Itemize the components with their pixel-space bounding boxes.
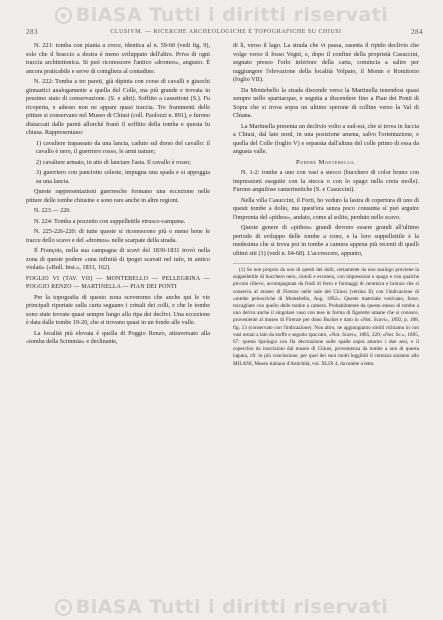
right-page-number: 284 (411, 28, 423, 36)
list-item: 1) cavaliere trapassato da una lancia, caduto sul dorso del cavallo: il cavallo è nero, il guerriero rosso, le armi nature; (36, 139, 210, 155)
right-column (233, 42, 419, 368)
left-column (26, 42, 210, 349)
paragraph: N. 222: Tomba a tre pareti, già dipinta con corse di cavalli e giuochi ginnastici analogamente a quella del Colle, ma più grande e trovata in pessimo stato di conservazione. (S. e altri). Soffitto a cassettoni (S.). Fu ricoperta, e adesso non ne appare quasi traccia. Tre frammenti delle pitture si conservano nel Museo di Chiusi (coll. Paolozzi n. 891), e furono distaccati dalle pareti allorché franò il soffitto della tomba e questa fu chiusa. Rappresentano: (26, 78, 210, 136)
paragraph: N. 224: Tomba a pozzetto con suppellettile etrusco-campana. (34, 217, 186, 225)
paragraph: N. 221: tomba con pianta a croce, identica al n. 59-60 (vedi fig. 9), solo che il braccio a destra è meno sviluppato dell'altro. Priva di ogni traccia architettonica. Si può riconoscere l'antico «dromos», angusto. È ancora praticabile e serve di conigliera al contadino. (26, 42, 210, 75)
paragraph: Da Montebello la strada discende verso la Martinella tenendosi quasi sempre nello spartiacque, e seguita a discendere fino a Pian dei Ponti di Sopra che si trova sopra un ultimo sperone di colline verso la Val di Chiana. (233, 86, 419, 119)
paragraph: Il François, nella sua campagna di scavi del 1830-1831 trovò nella zona di queste podere «una infinità di ipogei scavati nel tufo, in antico violati» («Bull. Inst.», 1831, 162). (26, 247, 210, 271)
list-item: 3) guerriero con panciotto celeste, impugna una spada e si appoggia su una lancia. (36, 169, 210, 185)
paragraph: Per la topografia di questo zona sceveremo che anche qui le vie principali riportate sulla carta seguano i crinali dei colli, e che le tombe sono state trovate quasi sempre lungo alla ripa dei declivi. Una eccezione è data dalle tombe 19-20, che si trovano quasi in un fondo alle valle. (26, 293, 210, 326)
section-heading: FOGLIO VI (TAV. VII) — MONTEBELLO — PELLEGRINA — POGGIO RENZO — MARTINELLA — PIAN DEI PONTI (26, 275, 210, 290)
copyright-icon (55, 599, 72, 616)
paragraph: N. 223 — 220. (34, 207, 71, 214)
paragraph: N. 1-2: tombe a uno con vasi a stecco (bucchero di color bruno con impressioni eseguite con la stecca o con lo spago nella creta molle). Furono anguilose camerinetiche (S. e Casuccini). (233, 169, 419, 193)
paragraph: di lì, verso il lago. La strada che vi passa, rasenta il ripido declivio che volge verso il fosso Vegni, e, dopo il confine della proprietà Casuccini, segnato presso l'orlo inferiore della carta, comincia a salire per raggiungere l'elevazione della località Volpaio, il Monte e Romitorio (foglio VII). (233, 42, 419, 83)
paragraph: La Martinella presenta un declivio volto a sud-est, che si trova in faccia a Chiusi, dal lato nord, in una posizione amena, salvo l'orientazione, e quella del Colle (foglio V) e separata dall'altura del colle primo di essa da angusta valle. (233, 122, 419, 155)
copyright-icon (55, 7, 72, 24)
watermark-bottom (0, 596, 443, 618)
watermark-top (0, 4, 443, 26)
section-title: Podere Montebello. (295, 158, 357, 166)
paragraph: N. 225-226-220: di tutte queste si riconoscono più o meno bene le tracce dello scavo e del «dromos» nelle scarpate della strada. (26, 228, 210, 244)
list-item: 2) cavaliere armato, in atto di lanciare l'asta. Il cavallo è rosso; (36, 158, 191, 166)
watermark-text: BiASA Tutti i diritti riservati (75, 596, 389, 618)
paragraph: Queste rappresentazioni guerresche formano una eccezione nelle pitture delle tombe chiusine e sono rare anche in altre regioni. (26, 188, 210, 204)
footnote (233, 263, 419, 368)
paragraph: Nella villa Casuccini, il Forti, ho veduto la lastra di copertura di uno di questi tombe a dolio, ma quest'era senza poco consunta sì può arguire l'impronta del «pithos», andato, come al solito, perduto nello scavo. (233, 196, 419, 221)
left-page-number: 283 (26, 28, 38, 36)
paragraph: La località più elevata è quella di Poggio Renzo, attraversato alla «tomba della Scimmia» e declinante, (26, 329, 210, 345)
running-head: CLUSIVM. — RICERCHE ARCHEOLOGICHE E TOPOGRAFICHE SU CHIUSI (110, 29, 342, 35)
footnote-text: (1) Se non proprio da uno di questi dei dolii, certamente da uno analogo proviene la suppellettile di bucchero nero, ciotoli e eccetera, con impressioni e spago e con qualche piccolo rilievo, accompagnata da frodi di ferro e formaggi di ceramica e bronzo che si conserva al museo di Firenze nelle sale del Chiusi (vetrina II) con l'indicazione di «tombe peloscriche di Montebello, Aug. 1892». Queste materiale venivano, forse, travagliate con quello delle tombe a camera. Probabilmente da questo stesso di tombe a uno deriva anche il singolare vaso con tese in forma di figurette umane che si conosce, proveniente al museo di Firenze per dono Bucket e dato in «Not. Scavi», 1892, p. 188, fig. 13 (conservato con l'indicazione). Non altro, ne aggiungiamo simili richiamo in con vasi ornati a lato da stoffe e seguito spaccato, «Not. Scavi», 1885, 220; «Not. Sc.», 1885, 67: questa tipologia con fla decorazione sulle spalle sopra attorno i due assi, e il coperchio da inscrizioni dal museo di Chiusi, provenienza da tombe a uno di questa laguna, cfr. in più conclusione, per quei dei suoi molti leggibili il certezza saranno allo MILANI, Museo italiano d'Antichità, vol. XLIX 4, da tombe a letto. (233, 267, 419, 367)
watermark-text: BiASA Tutti i diritti riservati (75, 4, 389, 26)
paragraph: Queste genere di «pithos» grandi devono essere grandi all'ultimo periodo di sviluppo delle tombe a cono, e la loro suppellettile è la medesima che si trova poi in tombe a camera appena più recenti di quelli ultimi siti (1) (vedi n. 64-68). L'accrescere, appunto, (233, 224, 419, 257)
